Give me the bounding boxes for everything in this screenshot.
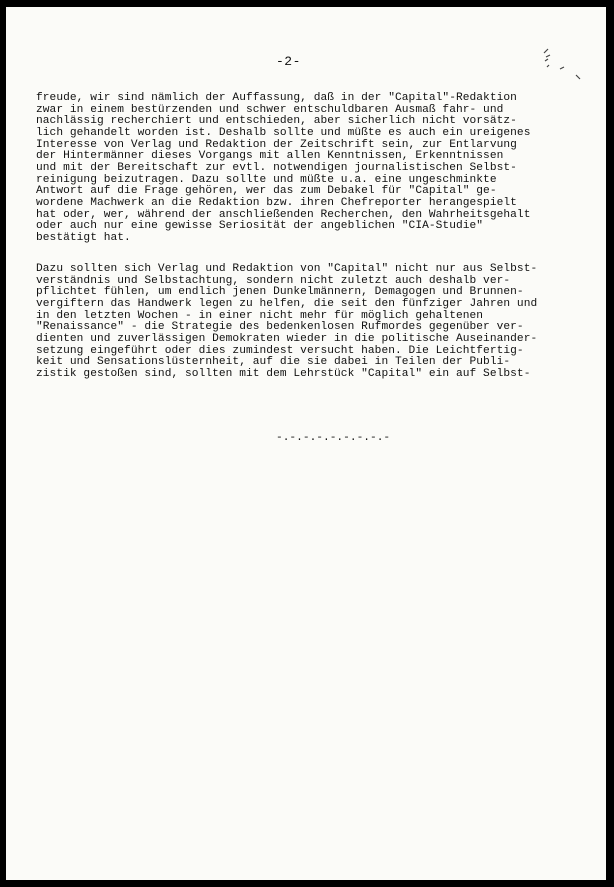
text-line: "Renaissance" - die Strategie des bedenkenlosen Rufmordes gegenüber ver-	[36, 321, 524, 334]
paragraph-1	[36, 93, 584, 245]
text-line: hat oder, wer, während der anschließenden Recherchen, den Wahrheitsgehalt	[36, 208, 531, 221]
text-line: vergiftern das Handwerk legen zu helfen, die seit den fünfziger Jahren und	[36, 297, 538, 310]
text-line: keit und Sensationslüsternheit, auf die sie dabei in Teilen der Publi-	[36, 356, 511, 369]
text-line: freude, wir sind nämlich der Auffassung, daß in der "Capital"-Redaktion	[36, 92, 517, 104]
text-line: Interesse von Verlag und Redaktion der Zeitschrift sein, zur Entlarvung	[36, 138, 517, 151]
paragraph-2	[36, 264, 584, 381]
text-line: zwar in einem bestürzenden und schwer entschuldbaren Ausmaß fahr- und	[36, 103, 504, 116]
text-line: nachlässig recherchiert und entschieden, aber sicherlich nicht vorsätz-	[36, 115, 517, 128]
document-page	[6, 7, 606, 880]
text-line: verständnis und Selbstachtung, sondern nicht zuletzt auch deshalb ver-	[36, 274, 511, 287]
text-line: reinigung beizutragen. Dazu sollte und müßte u.a. eine ungeschminkte	[36, 173, 497, 186]
text-line: in den letzten Wochen - in einer nicht mehr für möglich gehaltenen	[36, 309, 484, 322]
text-line: zistik gestoßen sind, sollten mit dem Lehrstück "Capital" ein auf Selbst-	[36, 367, 531, 380]
text-line: Antwort auf die Frage gehören, wer das zum Debakel für "Capital" ge-	[36, 185, 497, 198]
section-separator: -.-.-.-.-.-.-.-.-	[276, 432, 391, 444]
text-line: setzung eingeführt oder dies zumindest versucht haben. Die Leichtfertig-	[36, 344, 524, 357]
margin-marks	[542, 47, 582, 81]
text-line: oder auch nur eine gewisse Seriosität der angeblichen "CIA-Studie"	[36, 220, 484, 233]
text-line: dienten und zuverlässigen Demokraten wieder in die politische Auseinander-	[36, 332, 538, 345]
page-number: -2-	[276, 54, 301, 69]
text-line: und mit der Bereitschaft zur evtl. notwendigen journalistischen Selbst-	[36, 161, 517, 174]
text-line: bestätigt hat.	[36, 231, 131, 244]
text-line: Dazu sollten sich Verlag und Redaktion von "Capital" nicht nur aus Selbst-	[36, 263, 538, 275]
text-line: lich gehandelt worden ist. Deshalb sollte und müßte es auch ein ureigenes	[36, 126, 531, 139]
text-line: der Hintermänner dieses Vorgangs mit allen Kenntnissen, Erkenntnissen	[36, 150, 504, 163]
text-line: wordene Machwerk an die Redaktion bzw. ihren Chefreporter herangespielt	[36, 196, 517, 209]
text-line: pflichtet fühlen, um endlich jenen Dunkelmännern, Demagogen und Brunnen-	[36, 286, 524, 299]
